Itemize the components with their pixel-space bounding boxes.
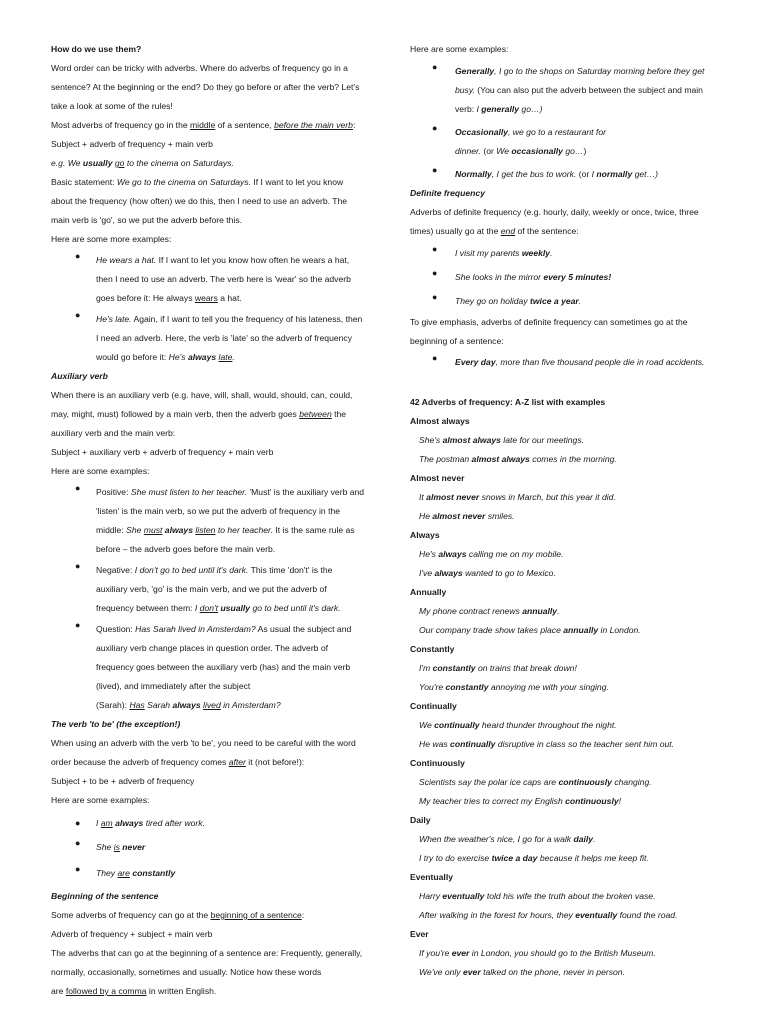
bullet-item: ● Every day, more than five thousand people die in road accidents. — [432, 353, 705, 367]
adverb-example: My phone contract renews annually. — [419, 606, 560, 616]
adverb-entry — [410, 811, 735, 868]
bullet-icon: ● — [75, 864, 81, 874]
bullet-icon: ● — [75, 251, 81, 261]
adverb-entry — [410, 583, 735, 640]
section-heading: Auxiliary verb — [51, 371, 108, 381]
bullet-item: ● I am always tired after work. — [51, 814, 391, 833]
paragraph-line: Word order can be tricky with adverbs. Where do adverbs of frequency go in a — [51, 63, 348, 73]
adverb-entry — [410, 469, 735, 526]
rule-line: Most adverbs of frequency go in the middle of a sentence, before the main verb: — [51, 120, 356, 130]
formula: Subject + adverb of frequency + main verb — [51, 139, 213, 149]
adverb-term: Constantly — [410, 644, 455, 654]
adverb-entry — [410, 925, 735, 982]
bullet-icon: ● — [432, 292, 438, 302]
bullet-icon: ● — [432, 62, 438, 72]
example-line: e.g. We usually go to the cinema on Saturdays. — [51, 158, 234, 168]
adverb-entry — [410, 697, 735, 754]
bullet-icon: ● — [432, 268, 438, 278]
section-heading: Definite frequency — [410, 188, 485, 198]
paragraph-line: Here are some examples: — [51, 795, 150, 805]
adverb-example: I've always wanted to go to Mexico. — [419, 568, 556, 578]
paragraph-line: Adverbs of definite frequency (e.g. hourly, daily, weekly or once, twice, three — [410, 207, 699, 217]
adverb-example: My teacher tries to correct my English continuously! — [419, 796, 622, 806]
bullet-item: ● Negative: I don't go to bed until it's dark. This time 'don't' is the auxiliary verb, 'go' is the main verb, and we put the adverb of frequency between them: I don't usually go to bed until it's dark. — [75, 561, 341, 613]
paragraph-line: beginning of a sentence: — [410, 336, 504, 346]
adverb-term: Ever — [410, 929, 429, 939]
paragraph-line: The adverbs that can go at the beginning of a sentence are: Frequently, generally, — [51, 948, 363, 958]
adverb-entry — [410, 412, 735, 469]
bullet-icon: ● — [75, 838, 81, 848]
paragraph-line: When there is an auxiliary verb (e.g. have, will, shall, would, should, can, could, — [51, 390, 353, 400]
paragraph-line: Here are some more examples: — [51, 234, 172, 244]
adverb-term: Eventually — [410, 872, 453, 882]
bullet-item: ● Occasionally, we go to a restaurant for dinner. (or We occasionally go…) — [432, 123, 606, 156]
paragraph-line: auxiliary verb and the main verb: — [51, 428, 176, 438]
paragraph-line: times) usually go at the end of the sentence: — [410, 226, 579, 236]
adverb-entry — [410, 754, 735, 811]
bullet-item: ● They are constantly — [75, 864, 176, 878]
paragraph-line: Here are some examples: — [410, 44, 509, 54]
list-heading: 42 Adverbs of frequency: A-Z list with examples — [410, 397, 606, 407]
adverb-example: You're constantly annoying me with your singing. — [419, 682, 609, 692]
bullet-item: ● He wears a hat. If I want to let you know how often he wears a hat, then I need to use an adverb. The verb here is 'wear' so the adverb goes before it: He always wears a hat. — [75, 251, 351, 303]
adverb-example: If you're ever in London, you should go to the British Museum. — [419, 948, 656, 958]
adverb-term: Almost never — [410, 473, 465, 483]
adverb-example: I'm constantly on trains that break down! — [419, 663, 577, 673]
paragraph-line: order because the adverb of frequency comes after it (not before!): — [51, 757, 305, 767]
adverb-example: He was continually disruptive in class so the teacher sent him out. — [419, 739, 675, 749]
paragraph-line: may, might, must) followed by a main verb, then the adverb goes between the — [51, 409, 347, 419]
adverb-example: He's always calling me on my mobile. — [419, 549, 564, 559]
bullet-item: ● I visit my parents weekly. — [432, 244, 553, 258]
section-heading: Beginning of the sentence — [51, 891, 159, 901]
adverb-example: The postman almost always comes in the morning. — [419, 454, 617, 464]
bullet-item: ● She looks in the mirror every 5 minutes! — [432, 268, 612, 282]
adverb-example: When the weather's nice, I go for a walk daily. — [419, 834, 596, 844]
adverb-example: We continually heard thunder throughout the night. — [419, 720, 617, 730]
adverb-term: Almost always — [410, 416, 470, 426]
adverb-term: Continuously — [410, 758, 465, 768]
adverb-entry — [410, 868, 735, 925]
adverb-example: I try to do exercise twice a day because it helps me keep fit. — [419, 853, 649, 863]
bullet-item: ● He's late. Again, if I want to tell you the frequency of his lateness, then I need an adverb. Here, the verb is 'late' so the adverb of frequency would go before it: He's always late. — [75, 310, 363, 362]
paragraph-line: sentence? At the beginning or the end? Do they go before or after the verb? Let's — [51, 82, 360, 92]
paragraph-line: main verb is 'go', so we put the adverb before this. — [51, 215, 243, 225]
adverb-term: Annually — [410, 587, 447, 597]
bullet-item: ● Question: Has Sarah lived in Amsterdam? As usual the subject and auxiliary verb change places in question order. The adverb of frequency goes between the auxiliary verb (has) and the main verb (lived), and immediately after the subject (Sarah): Has Sarah always lived in Amsterdam? — [75, 620, 352, 710]
section-heading: How do we use them? — [51, 44, 142, 54]
adverb-example: He almost never smiles. — [419, 511, 515, 521]
adverb-term: Continually — [410, 701, 457, 711]
section-heading: The verb 'to be' (the exception!) — [51, 719, 181, 729]
bullet-icon: ● — [432, 353, 438, 363]
bullet-icon: ● — [432, 123, 438, 133]
adverb-example: Harry eventually told his wife the truth about the broken vase. — [419, 891, 656, 901]
bullet-item: ● Normally, I get the bus to work. (or I normally get…) — [432, 165, 659, 179]
adverb-example: Our company trade show takes place annually in London. — [419, 625, 641, 635]
adverb-entry — [410, 640, 735, 697]
bullet-icon: ● — [432, 165, 438, 175]
bullet-icon: ● — [75, 483, 81, 493]
adverb-term: Always — [410, 530, 440, 540]
paragraph-line: take a look at some of the rules! — [51, 101, 173, 111]
paragraph-line: are followed by a comma in written English. — [51, 986, 217, 996]
left-column — [51, 40, 391, 1001]
paragraph-line: When using an adverb with the verb 'to be', you need to be careful with the word — [51, 738, 356, 748]
paragraph-line: about the frequency (how often) we do this, then I need to use an adverb. The — [51, 196, 348, 206]
paragraph-line: normally, occasionally, sometimes and usually. Notice how these words — [51, 967, 322, 977]
bullet-item: ● They go on holiday twice a year. — [432, 292, 582, 306]
adverb-example: After walking in the forest for hours, they eventually found the road. — [419, 910, 678, 920]
adverb-example: We've only ever talked on the phone, never in person. — [419, 967, 625, 977]
adverb-list — [410, 412, 735, 982]
bullet-icon: ● — [75, 561, 81, 571]
adverb-entry — [410, 526, 735, 583]
bullet-item: ● She is never — [75, 838, 146, 852]
formula: Subject + auxiliary verb + adverb of frequency + main verb — [51, 447, 274, 457]
adverb-example: Scientists say the polar ice caps are continuously changing. — [419, 777, 652, 787]
paragraph-line: Here are some examples: — [51, 466, 150, 476]
formula: Adverb of frequency + subject + main verb — [51, 929, 213, 939]
paragraph-line: To give emphasis, adverbs of definite frequency can sometimes go at the — [410, 317, 688, 327]
adverb-example: It almost never snows in March, but this year it did. — [419, 492, 616, 502]
bullet-item: ● Positive: She must listen to her teacher. 'Must' is the auxiliary verb and 'listen' is the main verb, so we put the adverb of frequency in the middle: She must always listen to her teacher. It is the same rule as before – the adverb goes before the main verb. — [75, 483, 365, 554]
bullet-icon: ● — [432, 244, 438, 254]
adverb-example: She's almost always late for our meetings. — [419, 435, 585, 445]
right-column — [410, 40, 735, 982]
paragraph-line: Basic statement: We go to the cinema on Saturdays. If I want to let you know — [51, 177, 344, 187]
bullet-icon: ● — [75, 818, 81, 828]
bullet-item: ● Generally, I go to the shops on Saturday morning before they get busy. (You can also put the adverb between the subject and main verb: I generally go…) — [432, 62, 705, 114]
bullet-icon: ● — [75, 310, 81, 320]
formula: Subject + to be + adverb of frequency — [51, 776, 195, 786]
bullet-icon: ● — [75, 620, 81, 630]
paragraph-line: Some adverbs of frequency can go at the beginning of a sentence: — [51, 910, 305, 920]
adverb-term: Daily — [410, 815, 431, 825]
